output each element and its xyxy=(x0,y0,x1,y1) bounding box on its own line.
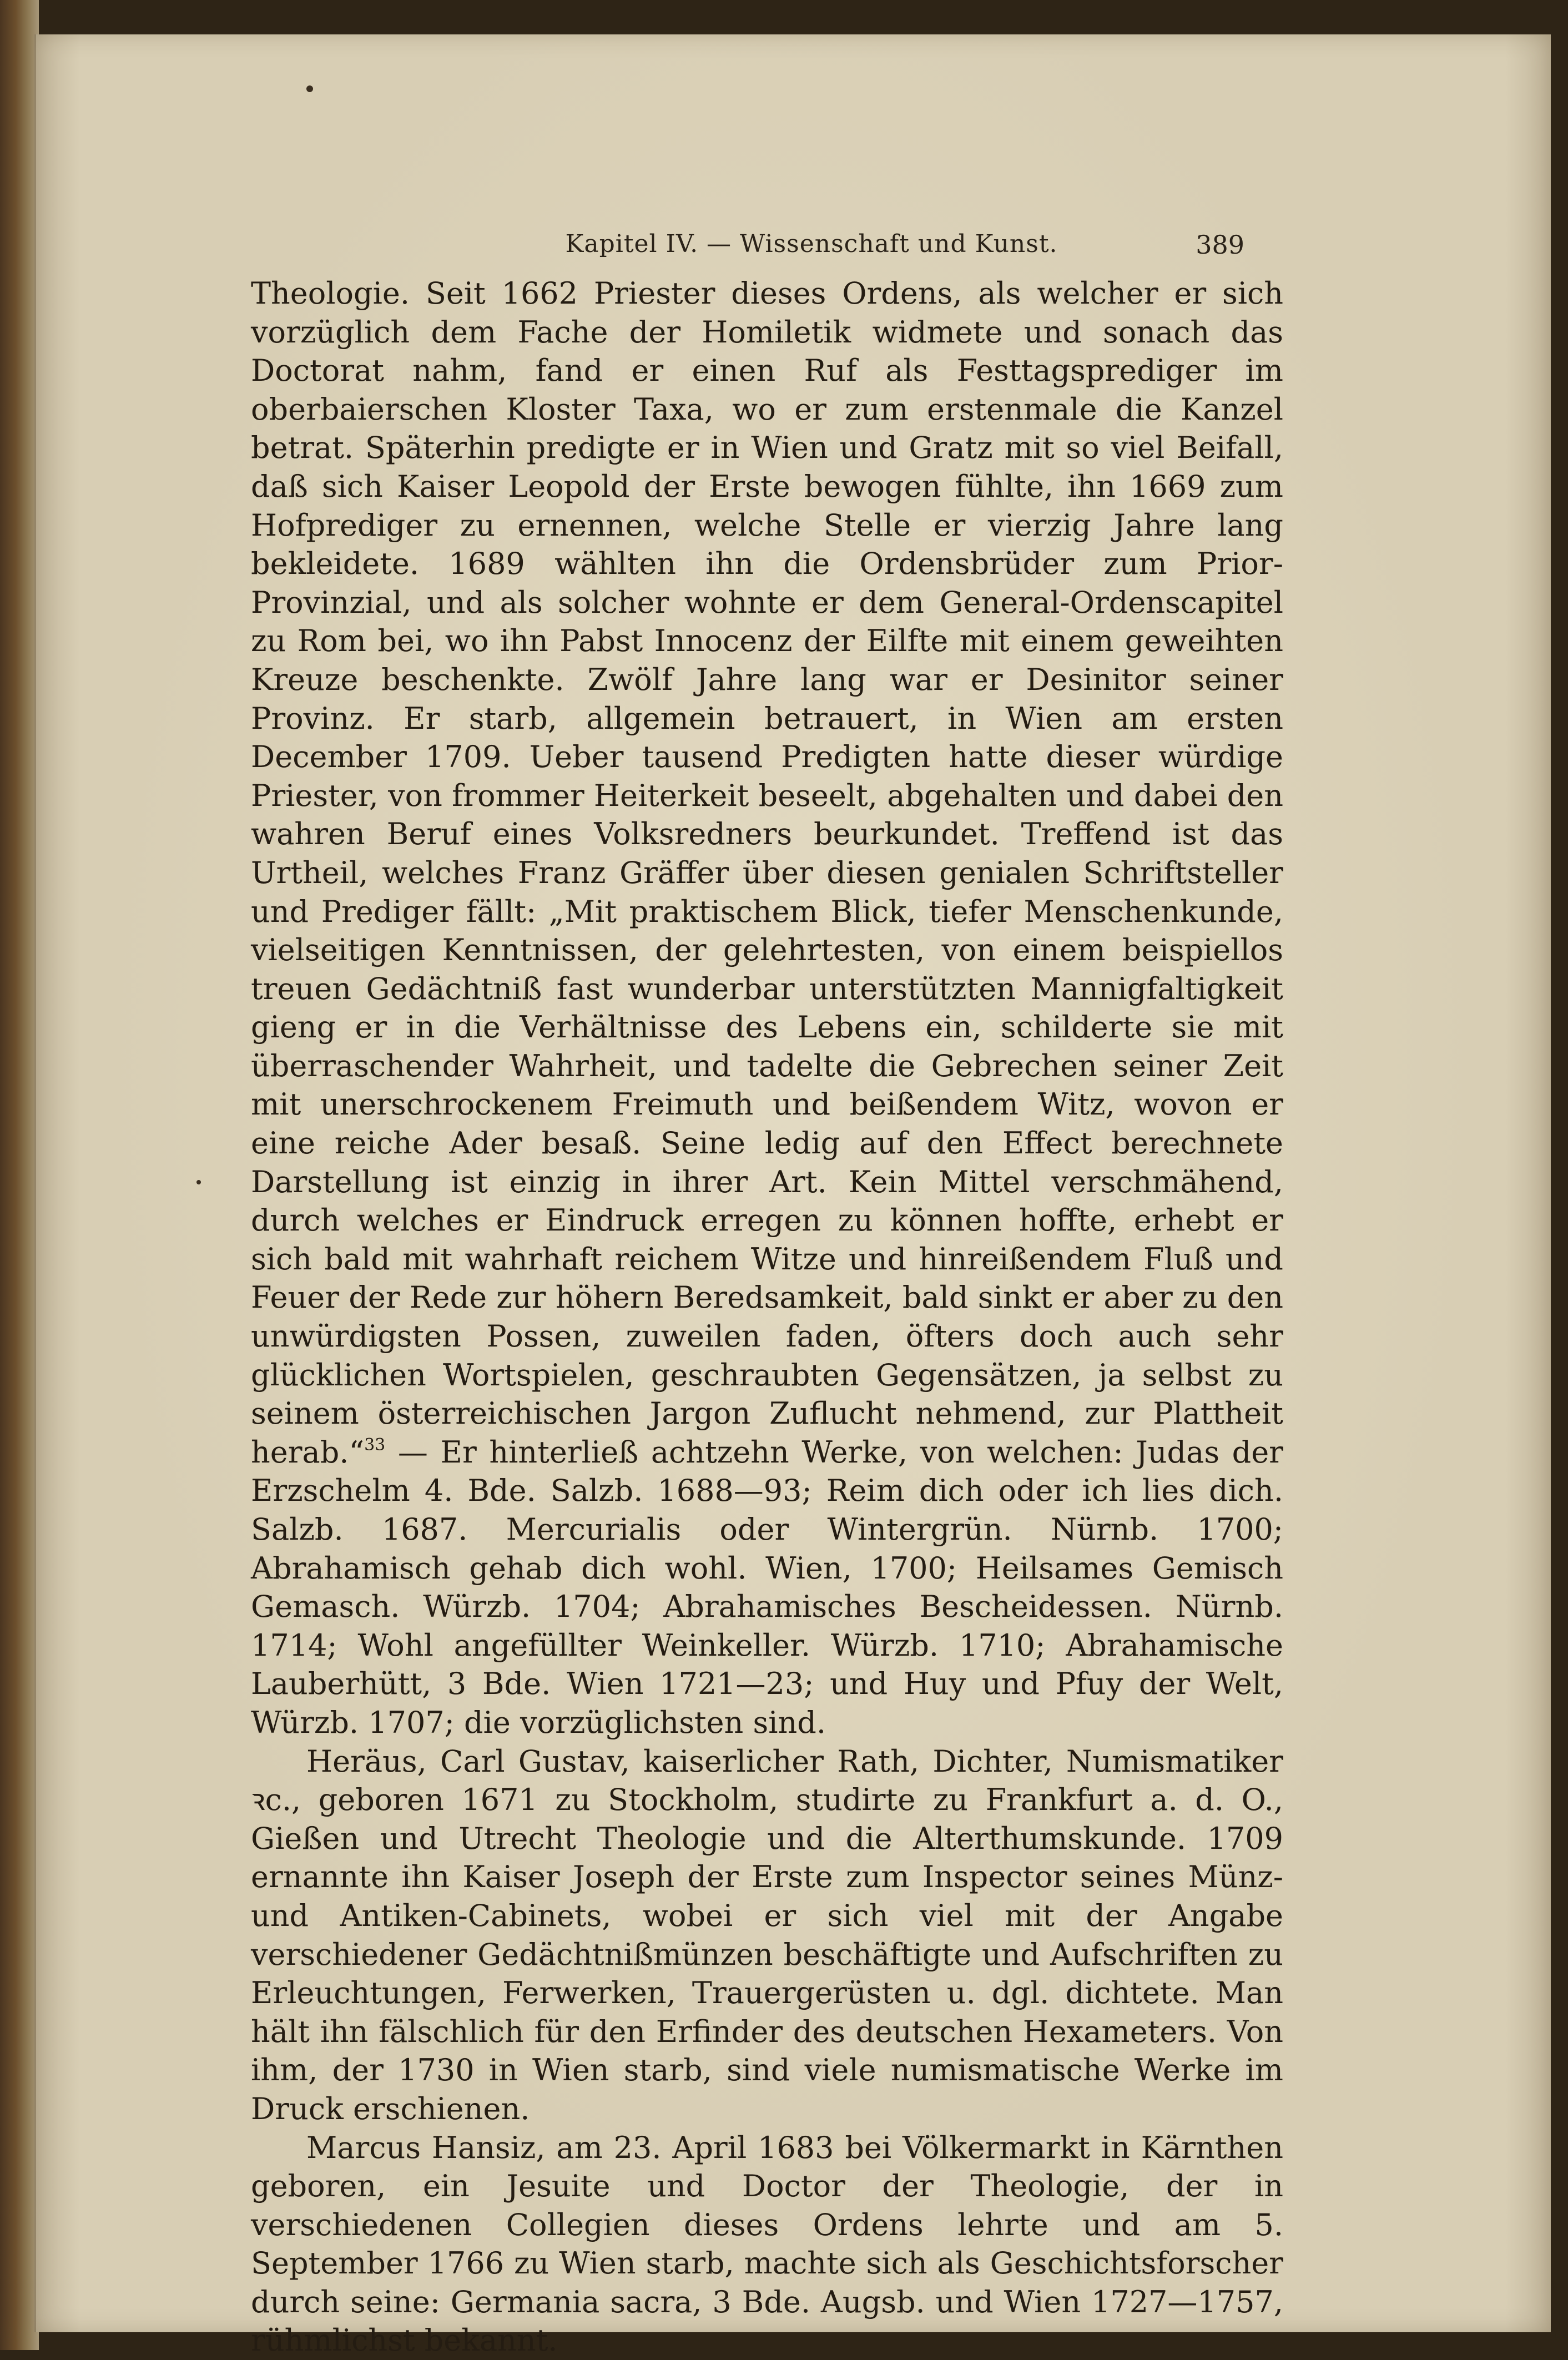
footnote-reference: 33 xyxy=(364,1435,385,1455)
margin-dot-mark xyxy=(306,85,313,92)
paragraph-text: Theologie. Seit 1662 Priester dieses Ordens, als welcher er sich vorzüglich dem Fache der Homiletik widmete und sonach das Doctorat nahm, fand er einen Ruf als Festtagsprediger im oberbaierschen Kloster Taxa, wo er zum erstenmale die Kanzel betrat. Späterhin predigte er in Wien und Gratz mit so viel Beifall, daß sich Kaiser Leopold der Erste bewogen fühlte, ihn 1669 zum Hofprediger zu ernennen, welche Stelle er vierzig Jahre lang bekleidete. 1689 wählten ihn die Ordensbrüder zum Prior-Provinzial, und als solcher wohnte er dem General-Ordenscapitel zu Rom bei, wo ihn Pabst Innocenz der Eilfte mit einem geweihten Kreuze beschenkte. Zwölf Jahre lang war er Desinitor seiner Provinz. Er starb, allgemein betrauert, in Wien am ersten December 1709. Ueber tausend Predigten hatte dieser würdige Priester, von frommer Heiterkeit beseelt, abgehalten und dabei den wahren Beruf eines Volksredners beurkundet. Treffend ist das Urtheil, welches Franz Gräffer über diesen genialen Schriftsteller und Prediger fällt: „Mit praktischem Blick, tiefer Menschenkunde, vielseitigen Kenntnissen, der gelehrtesten, von einem beispiellos treuen Gedächtniß fast wunderbar unterstützten Mannigfaltigkeit gieng er in die Verhältnisse des Lebens ein, schilderte sie mit überraschender Wahrheit, und tadelte die Gebrechen seiner Zeit mit unerschrockenem Freimuth und beißendem Witz, wovon er eine reiche Ader besaß. Seine ledig auf den Effect berechnete Darstellung ist einzig in ihrer Art. Kein Mittel verschmähend, durch welches er Eindruck erregen zu können hoffte, erhebt er sich bald mit wahrhaft reichem Witze und hinreißendem Fluß und Feuer der Rede zur höhern Beredsamkeit, bald sinkt er aber zu den unwürdigsten Possen, zuweilen faden, öfters doch auch sehr glücklichen Wortspielen, geschraubten Gegensätzen, ja selbst zu seinem österreichischen Jargon Zuflucht nehmend, zur Plattheit herab.“ xyxy=(251,276,1283,1470)
book-spine-edge xyxy=(0,0,39,2350)
body-text xyxy=(251,274,1283,2360)
paragraph-hansiz: Marcus Hansiz, am 23. April 1683 bei Völkermarkt in Kärnthen geboren, ein Jesuite und Doctor der Theologie, der in verschiedenen Collegien dieses Ordens lehrte und am 5. September 1766 zu Wien starb, machte sich als Geschichtsforscher durch seine: Germania sacra, 3 Bde. Augsb. und Wien 1727—1757, rühmlichst bekannt. xyxy=(251,2129,1283,2360)
margin-dot-mark xyxy=(196,1180,201,1184)
running-head: Kapitel IV. — Wissenschaft und Kunst. xyxy=(506,230,1117,258)
paragraph-abraham-a-santa-clara xyxy=(251,274,1283,1742)
page-number: 389 xyxy=(1161,230,1244,260)
paragraph-text-continued: — Er hinterließ achtzehn Werke, von welchen: Judas der Erzschelm 4. Bde. Salzb. 1688—93; Reim dich oder ich lies dich. Salzb. 1687. Mercurialis oder Wintergrün. Nürnb. 1700; Abrahamisch gehab dich wohl. Wien, 1700; Heilsames Gemisch Gemasch. Würzb. 1704; Abrahamisches Bescheidessen. Nürnb. 1714; Wohl angefüllter Weinkeller. Würzb. 1710; Abrahamische Lauberhütt, 3 Bde. Wien 1721—23; und Huy und Pfuy der Welt, Würzb. 1707; die vorzüglichsten sind. xyxy=(251,1435,1283,1740)
paragraph-heraeus: Heräus, Carl Gustav, kaiserlicher Rath, Dichter, Numismatiker ꝛc., geboren 1671 zu Stockholm, studirte zu Frankfurt a. d. O., Gießen und Utrecht Theologie und die Alterthumskunde. 1709 ernannte ihn Kaiser Joseph der Erste zum Inspector seines Münz- und Antiken-Cabinets, wobei er sich viel mit der Angabe verschiedener Gedächtnißmünzen beschäftigte und Aufschriften zu Erleuchtungen, Ferwerken, Trauergerüsten u. dgl. dichtete. Man hält ihn fälschlich für den Erfinder des deutschen Hexameters. Von ihm, der 1730 in Wien starb, sind viele numismatische Werke im Druck erschienen. xyxy=(251,1742,1283,2129)
page-header xyxy=(34,230,1551,280)
book-page xyxy=(34,34,1551,2332)
